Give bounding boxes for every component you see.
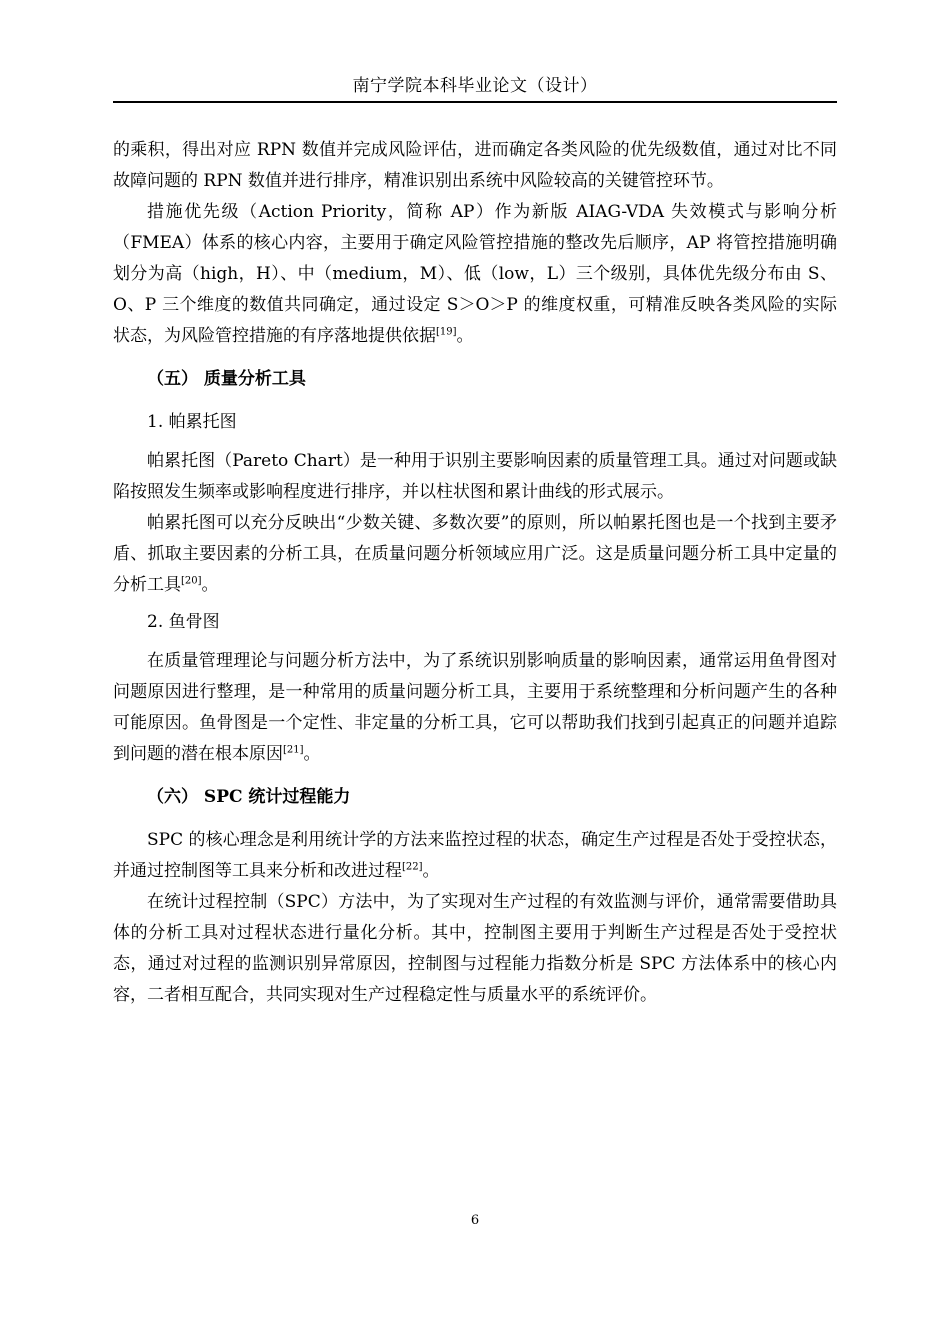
section-heading-spc: （六） SPC 统计过程能力 xyxy=(147,787,351,807)
paragraph-rpn xyxy=(113,135,837,197)
paragraph-text: 帕累托图可以充分反映出“少数关键、多数次要”的原则，所以帕累托图也是一个找到主要矛盾、抓取主要因素的分析工具，在质量问题分析领域应用广泛。这是质量问题分析工具中定量的分析工具 xyxy=(113,513,837,595)
paragraph-pareto-principle xyxy=(113,508,837,601)
paragraph-spc-concept xyxy=(113,825,837,887)
citation-ref: [21] xyxy=(283,744,304,756)
paragraph-spc-method xyxy=(113,887,837,1011)
paragraph-text: 在质量管理理论与问题分析方法中，为了系统识别影响质量的影响因素，通常运用鱼骨图对问题原因进行整理，是一种常用的质量问题分析工具，主要用于系统整理和分析问题产生的各种可能原因。鱼骨图是一个定性、非定量的分析工具，它可以帮助我们找到引起真正的问题并追踪到问题的潜在根本原因 xyxy=(113,651,837,764)
paragraph-text: 措施优先级（Action Priority，简称 AP）作为新版 AIAG-VDA 失效模式与影响分析（FMEA）体系的核心内容，主要用于确定风险管控措施的整改先后顺序，AP 将管控措施明确划分为高（high，H）、中（medium，M）、低（low，L）三个级别，具体优先级分布由 S、O、P 三个维度的数值共同确定，通过设定 S＞O＞P 的维度权重，可精准反映各类风险的实际状态，为风险管控措施的有序落地提供依据 xyxy=(113,202,837,346)
page-header-title: 南宁学院本科毕业论文（设计） xyxy=(352,76,598,96)
paragraph-text: 的乘积，得出对应 RPN 数值并完成风险评估，进而确定各类风险的优先级数值，通过对比不同故障问题的 RPN 数值并进行排序，精准识别出系统中风险较高的关键管控环节。 xyxy=(113,140,837,191)
paragraph-action-priority xyxy=(113,197,837,352)
document-body xyxy=(113,135,837,1011)
paragraph-pareto-definition xyxy=(113,446,837,508)
section-heading-quality-tools: （五） 质量分析工具 xyxy=(147,369,306,389)
paragraph-fishbone xyxy=(113,646,837,770)
paragraph-end: 。 xyxy=(303,744,321,764)
paragraph-text: 帕累托图（Pareto Chart）是一种用于识别主要影响因素的质量管理工具。通过对问题或缺陷按照发生频率或影响程度进行排序，并以柱状图和累计曲线的形式展示。 xyxy=(113,451,837,502)
paragraph-text: SPC 的核心理念是利用统计学的方法来监控过程的状态，确定生产过程是否处于受控状态，并通过控制图等工具来分析和改进过程 xyxy=(113,830,837,881)
citation-ref: [19] xyxy=(436,326,457,338)
header-divider xyxy=(113,101,837,103)
subheading-fishbone: 2. 鱼骨图 xyxy=(147,612,220,632)
paragraph-end: 。 xyxy=(456,326,474,346)
page-number: 6 xyxy=(470,1213,480,1228)
paragraph-end: 。 xyxy=(201,575,219,595)
subheading-pareto: 1. 帕累托图 xyxy=(147,412,237,432)
citation-ref: [22] xyxy=(402,861,423,873)
paragraph-text: 在统计过程控制（SPC）方法中，为了实现对生产过程的有效监测与评价，通常需要借助具体的分析工具对过程状态进行量化分析。其中，控制图主要用于判断生产过程是否处于受控状态，通过对过程的监测识别异常原因，控制图与过程能力指数分析是 SPC 方法体系中的核心内容，二者相互配合，共同实现对生产过程稳定性与质量水平的系统评价。 xyxy=(113,892,837,1005)
citation-ref: [20] xyxy=(181,575,202,587)
paragraph-end: 。 xyxy=(422,861,440,881)
